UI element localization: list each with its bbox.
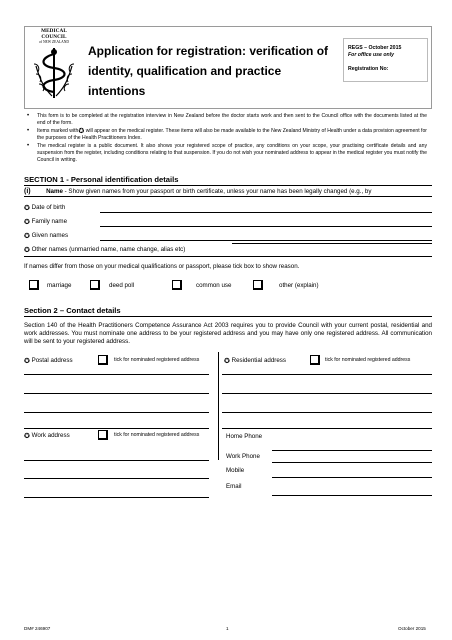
date-of-birth-field[interactable] <box>100 212 432 213</box>
marriage-checkbox[interactable] <box>29 280 39 290</box>
logo-line-2: COUNCIL <box>41 33 67 40</box>
other-names-field[interactable] <box>232 243 432 244</box>
instruction-item <box>27 128 427 142</box>
circled-star-icon: ✪ <box>24 205 30 212</box>
other-names-field-line2[interactable] <box>24 256 432 257</box>
residential-line[interactable] <box>222 428 432 429</box>
residential-line[interactable] <box>222 374 432 375</box>
deed-poll-checkbox[interactable] <box>90 280 100 290</box>
residential-address-label: ✪ Residential address <box>224 357 286 365</box>
footer-date: October 2015 <box>398 626 426 631</box>
column-divider <box>218 352 219 460</box>
office-use-box <box>343 38 428 82</box>
section-1-heading: SECTION 1 - Personal identification details <box>24 175 432 186</box>
email-field[interactable] <box>272 495 432 496</box>
circled-star-icon: ✪ <box>24 433 30 440</box>
instruction-item: • The medical register is a public document. It also shows your registered scope of practice, any conditions on your scope, your practising certificate details and any suspension from the register, including conditions relating to that suspension. If you do not wish your nominated address to appear in the medical register you must notify the Council in writing. <box>27 143 427 165</box>
page-number: 1 <box>226 626 229 631</box>
circled-star-icon: ✪ <box>24 358 30 365</box>
work-address-label: ✪ Work address <box>24 432 70 440</box>
section-2-heading: Section 2 – Contact details <box>24 306 432 317</box>
office-use-label: For office use only <box>348 52 395 58</box>
circled-star-icon: ✪ <box>224 358 230 365</box>
residential-nominate-checkbox[interactable] <box>310 355 320 365</box>
family-name-field[interactable] <box>100 226 432 227</box>
caduceus-emblem-icon <box>30 44 78 102</box>
name-instruction-line <box>24 188 432 196</box>
instructions-list <box>27 113 427 165</box>
other-explain-checkbox[interactable] <box>253 280 263 290</box>
residential-line[interactable] <box>222 412 432 413</box>
postal-line[interactable] <box>24 428 209 429</box>
work-tick-label: tick for nominated registered address <box>114 432 200 438</box>
given-names-field[interactable] <box>100 240 432 241</box>
logo-line-3: of NEW ZEALAND <box>39 40 69 45</box>
circled-star-icon: ✪ <box>24 247 30 254</box>
regs-label: REGS – October 2015 <box>348 45 402 51</box>
home-phone-field[interactable] <box>272 450 432 451</box>
work-line[interactable] <box>24 460 209 461</box>
circled-star-icon: ✪ <box>78 127 85 135</box>
residential-tick-label: tick for nominated registered address <box>325 357 411 363</box>
mobile-label: Mobile <box>226 467 245 474</box>
given-names-label: ✪ Given names <box>24 232 69 240</box>
instruction-prefix: Items marked with <box>37 127 79 134</box>
registration-no-label: Registration No: <box>348 66 389 72</box>
circled-star-icon: ✪ <box>24 233 30 240</box>
residential-line[interactable] <box>222 393 432 394</box>
mobile-field[interactable] <box>272 477 432 478</box>
medical-council-logo <box>30 29 78 105</box>
postal-line[interactable] <box>24 412 209 413</box>
email-label: Email <box>226 483 242 490</box>
other-explain-label: other (explain) <box>279 282 319 289</box>
work-line[interactable] <box>24 497 209 498</box>
divider <box>24 196 432 197</box>
logo-line-1: MEDICAL <box>41 28 67 34</box>
circled-star-icon: ✪ <box>24 219 30 226</box>
name-instruction: - Show given names from your passport or birth certificate, unless your name has been legally changed (e.g., by <box>62 188 372 195</box>
instruction-text: will appear on the medical register. These items will also be made available to the New Zealand Ministry of Health under a data provision agreement for the purposes of the Health Practitioners Index. <box>37 127 427 142</box>
work-nominate-checkbox[interactable] <box>98 430 108 440</box>
postal-nominate-checkbox[interactable] <box>98 355 108 365</box>
form-title: Application for registration: verification of identity, qualification and practice intentions <box>88 44 329 98</box>
common-use-label: common use <box>196 282 232 289</box>
postal-address-label: ✪ Postal address <box>24 357 73 365</box>
work-line[interactable] <box>24 478 209 479</box>
date-of-birth-label: ✪ Date of birth <box>24 204 66 212</box>
postal-tick-label: tick for nominated registered address <box>114 357 200 363</box>
marriage-label: marriage <box>47 282 72 289</box>
document-reference: DM# 246907 <box>24 626 51 631</box>
other-names-label: ✪ Other names (unmarried name, name change, alias etc) <box>24 246 186 254</box>
contact-intro: Section 140 of the Health Practitioners Competence Assurance Act 2003 requires you to provide Council with your current postal, residential and work addresses. You must nominate one address to be your registered address and you may have only one registered address. All communication will be sent to your registered address. <box>24 322 432 345</box>
instruction-item: • This form is to be completed at the registration interview in New Zealand before the doctor starts work and then sent to the Council office with the documents listed at the end of the form. <box>27 113 427 127</box>
home-phone-label: Home Phone <box>226 433 263 440</box>
postal-line[interactable] <box>24 393 209 394</box>
postal-line[interactable] <box>24 374 209 375</box>
deed-poll-label: deed poll <box>109 282 135 289</box>
part-label: (i) <box>24 188 31 195</box>
work-phone-field[interactable] <box>272 462 432 463</box>
family-name-label: ✪ Family name <box>24 218 68 226</box>
names-differ-note: If names differ from those on your medical qualifications or passport, please tick box to show reason. <box>24 263 300 270</box>
common-use-checkbox[interactable] <box>172 280 182 290</box>
name-label: Name <box>46 188 63 195</box>
work-phone-label: Work Phone <box>226 453 260 460</box>
